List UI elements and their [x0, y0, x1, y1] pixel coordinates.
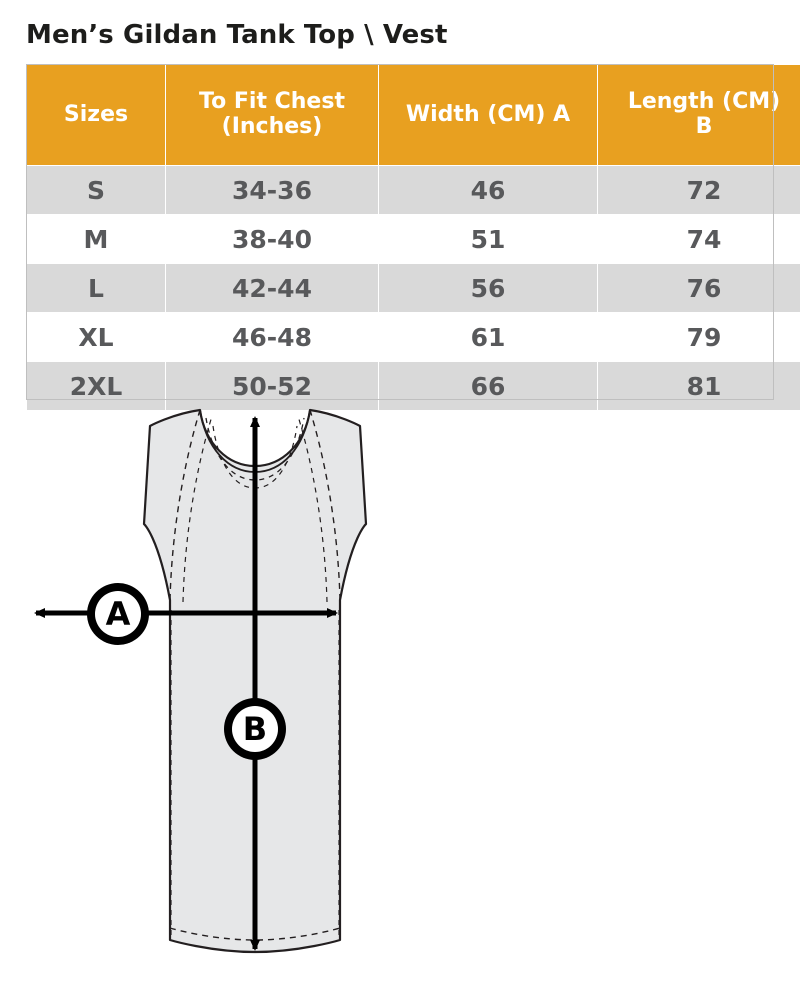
table-row	[27, 166, 800, 215]
column-header-width: Width (CM) A	[379, 65, 598, 166]
cell-length: 72	[598, 166, 800, 215]
cell-size: S	[27, 166, 166, 215]
measure-badge-a-label: A	[105, 595, 131, 633]
page-title: Men’s Gildan Tank Top \ Vest	[26, 20, 448, 50]
column-header-chest-line2: (Inches)	[221, 114, 323, 139]
cell-length: 74	[598, 215, 800, 264]
table-row	[27, 264, 800, 313]
cell-width: 61	[379, 313, 598, 362]
table-body	[27, 166, 800, 411]
measure-badge-a	[87, 583, 149, 645]
column-header-chest	[166, 65, 379, 166]
column-header-length-line1: Length (CM)	[627, 89, 781, 115]
cell-width: 56	[379, 264, 598, 313]
cell-length: 76	[598, 264, 800, 313]
cell-width: 66	[379, 362, 598, 411]
cell-length: 81	[598, 362, 800, 411]
cell-chest: 42-44	[166, 264, 379, 313]
cell-width: 51	[379, 215, 598, 264]
cell-size: L	[27, 264, 166, 313]
column-header-length	[598, 65, 800, 166]
table-row	[27, 313, 800, 362]
table-header	[27, 65, 800, 166]
measure-badge-b	[224, 698, 286, 760]
table-row	[27, 215, 800, 264]
column-header-sizes: Sizes	[27, 65, 166, 166]
cell-size: M	[27, 215, 166, 264]
garment-diagram	[0, 404, 800, 985]
size-table	[26, 64, 800, 411]
cell-chest: 34-36	[166, 166, 379, 215]
cell-length: 79	[598, 313, 800, 362]
column-header-chest-line1: To Fit Chest	[199, 89, 345, 115]
cell-chest: 38-40	[166, 215, 379, 264]
cell-size: XL	[27, 313, 166, 362]
cell-chest: 46-48	[166, 313, 379, 362]
measure-badge-b-label: B	[242, 710, 268, 748]
column-header-length-line2: B	[695, 114, 713, 139]
cell-size: 2XL	[27, 362, 166, 411]
cell-width: 46	[379, 166, 598, 215]
cell-chest: 50-52	[166, 362, 379, 411]
table-header-row	[27, 65, 800, 166]
